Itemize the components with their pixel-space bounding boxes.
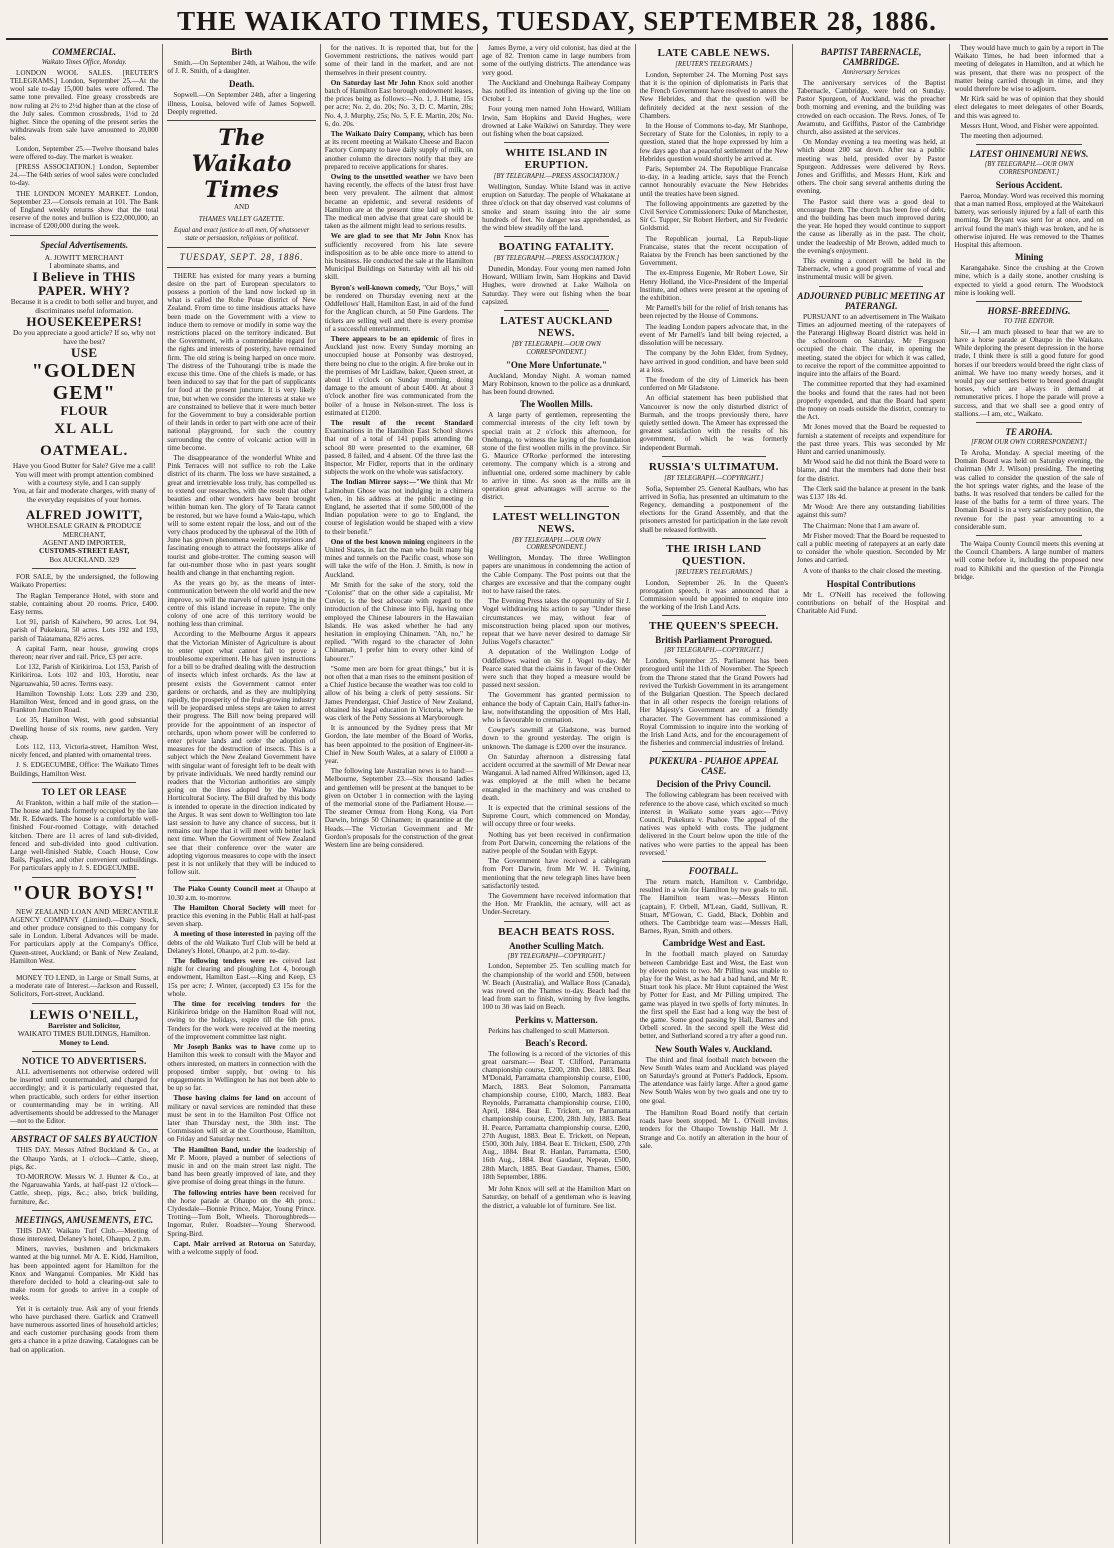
russia-para: Sofia, September 25. General Kaulbars, who has arrived in Sofia, has presented an ultimatum to the Regency, demanding a postponement of the elections for the Grand Assembly, and that the prisoners arrested for participation in the late revolt shall be released forthwith. <box>639 484 790 534</box>
news-para: The following late Australian news is to hand:—Melbourne, September 23.—Six thousand ladies and gentlemen will be present at the banquet to be given on October 1 in connection with the laying of the memorial stone of the Parliament House.—The steamer Ormuz from Hong Kong, via Port Darwin, brings 50 Chinamen; in quarantine at the Heads.—The Victorian Government and Mr Gordon's proposals for the construction of the great Western line are being considered. <box>324 767 475 850</box>
white-island-source: [BY TELEGRAPH.—PRESS ASSOCIATION.] <box>493 173 620 181</box>
paterangi-para: Mr Wood said he did not think the Board were to blame, and that the members had done their best for the district. <box>796 458 948 483</box>
editorial-para: As the years go by, as the means of inter-communication between the old world and the new improve, so will the marvels of nature lying in the centre of this island increase in repute. The only colony of one acre of this territory would be nothing less than criminal. <box>167 579 318 629</box>
news-note: The Indian Mirror says:—"We think that Mr Lalmohun Ghose was not indulging in a chimera when, in his address at the public meeting in England, he asserted that if some 500,000 of the Indian population were to go to England, the course of legislation would be shaped with a view to their benefit." <box>324 478 475 536</box>
oatmeal-line: XL ALL OATMEAL. <box>40 421 129 460</box>
tabernacle-para: On Monday evening a tea meeting was held, at which about 200 sat down. After tea a public meeting was held, presided over by Pastor Spurgeon. Addresses were delivered by Revs. Jones and Griffiths, and Messrs Hunt, Kirk and others. The choir sang several anthems during the evening. <box>796 138 948 196</box>
te-aroha-heading: TE AROHA. <box>1005 427 1053 438</box>
our-boys-heading: "OUR BOYS!" <box>12 881 157 904</box>
death-notice <box>167 79 318 116</box>
divider <box>504 310 608 311</box>
boating-heading: BOATING FATALITY. <box>498 241 614 254</box>
divider <box>504 236 608 237</box>
ohinemuri-para: Paeroa, Monday. Word was received this morning that a man named Ross, employed at the Waitekauri battery, was seriously injured by a fall of earth this morning. Dr Bryant was sent for at once, and on arrival found the man's thigh was broken, and he is otherwise injured. He was removed to the Thames Hospital this afternoon. <box>954 191 1106 250</box>
te-aroha-para: Te Aroha, Monday. A special meeting of the Domain Board was held on Saturday evening, the chairman (Mr J. Wilson) presiding. The meeting was called to consider the question of the sale of the hot springs water rights, and the lease of the baths. It was resolved that tenders be called for the lease of the baths for a term of three years. The Domain Board is in a very satisfactory position, the revenue for the past year amounting to a considerable sum. <box>954 448 1106 531</box>
continued-para: The meeting then adjourned. <box>960 132 1043 141</box>
sale-para: A capital Farm, near house, growing crops thereon; near river and rail. Price, £3 per acre. <box>10 644 161 661</box>
wellington-para: On Saturday afternoon a distressing fatal accident occurred at the sawmill of Mr Dewar near Wanganui. A lad named Alfred Wilkinson, aged 13, was employed at the mill when he became entangled in the machinery and was crushed to death. <box>482 752 633 802</box>
cable-para: The company by the John Elder, from Sydney, have arrived in good condition, and have been sold at a loss. <box>639 349 790 374</box>
column-6 <box>793 44 950 1544</box>
news-note: There appears to be an epidemic of fires in Auckland just now. Every Sunday morning an unoccupied house at Ponsonby was destroyed, there being no clue to the origin. A fire broke out in the premises of Mr Laidlaw, baker, Queen street, at about 11 o'clock on Sunday morning, doing damage to the amount of about £400. At about 3 o'clock another fire was communicated from the boiler of a house in Nelson-street. The loss is estimated at £1200. <box>324 334 475 417</box>
wellington-para: The Government have received information that the Hon. Mr Franklin, the actuary, will act as Under-Secretary. <box>482 892 633 917</box>
golden-gem-line: "GOLDEN GEM" <box>31 360 137 405</box>
horse-breeding-article <box>954 306 1106 418</box>
pukekura-article <box>640 756 788 857</box>
news-note: The Waikato Dairy Company, which has been at its recent meeting at Waikato Cheese and Bacon Factory Company to have daily supply of milk, on another column the directors notify that they are prepared to receive applications for shares. <box>324 130 475 171</box>
horse-breeding-sub: TO THE EDITOR. <box>1003 318 1055 326</box>
news-note: Owing to the unsettled weather we have been having recently, the effects of the latest frost have been very prevalent. The ailment that almost became an epidemic, and several residents of Hamilton are at the present time laid up with it. The medical men advise that great care should be taken as the ailment might lead to serious results. <box>324 173 475 231</box>
wellington-para: Nothing has yet been received in confirmation from Port Darwin, concerning the relations of the native people of the Soudan with Egypt. <box>482 830 633 855</box>
housekeepers-line: HOUSEKEEPERS! <box>26 314 143 330</box>
divider <box>662 538 766 539</box>
road-board-note: The Hamilton Road Board notify that certain roads have been stopped. Mr L. O'Neill invites tenders for the Ohaupo Township Hall. Mr J. Strange and Co. notify an alteration in the hour of sale. <box>639 1108 790 1150</box>
tabernacle-heading: BAPTIST TABERNACLE, CAMBRIDGE. <box>820 47 922 67</box>
column-7 <box>950 44 1107 1544</box>
divider <box>504 142 608 143</box>
believe-line: I Believe in THIS PAPER. WHY? <box>32 269 136 299</box>
column-3 <box>321 44 478 1544</box>
news-note: The Hamilton Choral Society will meet for practice this evening in the Public Hall at half-past seven sharp. <box>167 903 318 929</box>
horse-breeding-heading: HORSE-BREEDING. <box>987 306 1071 317</box>
sale-para: Lot 35, Hamilton West, with good substantial Dwelling house of six rooms, new garden. Very cheap. <box>10 716 161 741</box>
sale-para: FOR SALE, by the undersigned, the following Waikato Properties: <box>10 573 161 590</box>
divider <box>976 535 1081 536</box>
commercial-para: [PRESS ASSOCIATION.] London, September 24.—The 64th series of wool sales were concluded to-day. <box>10 163 161 188</box>
to-let-ad <box>10 786 161 873</box>
death-heading: Death. <box>228 79 255 90</box>
promise-line: You will meet with prompt attention combined with a courtesy style, and I can supply <box>14 469 154 487</box>
news-para: Four young men named John Howard, William Irwin, Sam Hopkins and David Hughes, were drowned at Lake Waikiwi on Saturday. They were out fishing when the boat capsized. <box>482 105 633 139</box>
wellington-para: The Evening Press takes the opportunity of Sir J. Vogel withdrawing his action to say "Under these circumstances we may, without fear of misconstruction being placed upon our motives, repeat that we have never desired to damage Sir Julius Vogel's character." <box>482 597 633 647</box>
wellington-heading: LATEST WELLINGTON NEWS. <box>492 510 621 535</box>
knox-note: Mr John Knox will sell at the Hamilton Mart on Saturday, on behalf of a gentleman who is leaving the district, a valuable lot of furniture. See list. <box>482 1185 633 1210</box>
news-note: One of the best known mining engineers in the United States, in fact the man who built many big mines and tunnels on the Pacific coast, whose son will take the wife of the Hon. J. Smith, is now in Auckland. <box>324 537 475 579</box>
divider <box>10 235 158 236</box>
pukekura-para: The following cablegram has been received with reference to the above case, which excited so much interest in Waikato some years ago:—'Privy Council, Pukekura v. Puahoe. The appeal of the natives was upheld with costs. The judgment delivered in the Court below upon the title of the natives who were parties to the appeal has been reversed.' <box>639 791 790 857</box>
birth-notice <box>167 47 318 76</box>
alfred-jowitt-ad <box>10 508 158 564</box>
irish-source: [REUTER'S TELEGRAMS.] <box>675 568 753 576</box>
paper-subtitle: THAMES VALLEY GAZETTE. <box>198 215 285 224</box>
advertisers-para: ALL advertisements not otherwise ordered will be inserted until countermanded, and charged for accordingly; and it is particularly requested that, when practicable, such orders for either insertion or countermanding may be in writing. All advertisements should be addressed to the Manager—not to the Editor. <box>10 1067 161 1126</box>
hospital-article <box>796 578 948 616</box>
beach-para: London, September 25. Ten sculling match for the championship of the world and £500, between W. Beach (Australia), and Wallace Ross (Canada), was rowed on the Thames to-day. Beach had the lead from start to finish, winning by five lengths. 100 to 30 was laid on Beach. <box>482 962 633 1012</box>
news-note: The following entries have been received for the horse parade at Ohaupo on the 4th prox.: Clydesdale—Bonnie Prince, Major, Young Prince. Trotting—Tom Bolt, Wheels. Thoroughbreds—Ingomar, Ruler. Roadster—Young Sherwood. Spring-Bird. <box>167 1188 318 1238</box>
news-note: The result of the recent Standard Examinations in the Hamilton East School shows that out of a total of 141 pupils attending the school 80 were presented to the examiner, 68 passed, 8 failed, and 4 absent. Of the three last the Inspector, Mr Fidler, reports that in the ordinary subjects the work on the whole was satisfactory. <box>324 418 475 477</box>
paterangi-para: The Clerk said the balance at present in the bank was £137 18s 4d. <box>796 484 948 501</box>
nsw-para: The third and final football match between the New South Wales team and Auckland was played on Saturday's ground at Potter's Paddock, Epsom. The attendance was fairly large. After a good game New South Wales won by two goals and one try to one goal. <box>639 1055 790 1105</box>
irish-heading: THE IRISH LAND QUESTION. <box>666 542 762 567</box>
mining-heading: Mining <box>1015 252 1044 263</box>
money-to-lend-ad: MONEY TO LEND, in Large or Small Sums, at a moderate rate of Interest.—Jackson and Russell, Solicitors, Fort-street, Auckland. <box>10 974 161 999</box>
special-ads <box>10 240 158 565</box>
divider <box>662 456 766 457</box>
perkins-heading: Perkins v. Matterson. <box>515 1014 598 1025</box>
meetings-section <box>10 1214 161 1354</box>
wellington-para: Wellington, Monday. The three Wellington papers are unanimous in condemning the action of the Cable Company. The Post points out that the charges are excessive and that the company ought not to have raised the rates. <box>482 554 633 595</box>
divider <box>976 422 1081 423</box>
wellington-para: Cowper's sawmill at Gladstone, was burned down to the ground yesterday. The origin is unknown. The damage is £200 over the insurance. <box>482 726 633 751</box>
commercial-para: London, September 25.—Twelve thousand bales were offered to-day. The market is weaker. <box>10 144 161 161</box>
commercial-para: THE LONDON MONEY MARKET. London, September 23.—Consols remain at 101. The Bank of England weekly returns show that the total reserve of the notes and bullion is £22,000,000, an increase of £200,000 during the week. <box>10 189 161 231</box>
alfred-box: Box AUCKLAND. 329 <box>49 554 120 564</box>
paterangi-para: The committee reported that they had examined the books and found that the rates had not been properly expended, and that the Board had spent the money on roads outside the district, contrary to the Act. <box>796 380 948 422</box>
divider <box>10 1129 158 1130</box>
auckland-para: Auckland, Monday Night. A woman named Mary Robinson, known to the police as a drunkard, has been found drowned. <box>482 371 633 397</box>
oneill-name: LEWIS O'NEILL, <box>29 1006 139 1022</box>
te-aroha-source: [FROM OUR OWN CORRESPONDENT.] <box>971 439 1087 447</box>
shams-line: I abominate shams, and <box>49 261 120 271</box>
nsw-heading: New South Wales v. Auckland. <box>655 1043 773 1054</box>
columns <box>6 44 1108 1544</box>
tabernacle-para: This evening a concert will be held in the Tabernacle, when a good programme of vocal and instrumental music will be given. <box>796 257 948 282</box>
column-2 <box>163 44 320 1544</box>
woollen-heading: The Woollen Mills. <box>520 399 593 410</box>
queen-article <box>640 620 788 747</box>
wellington-para: The Government has granted permission to enhance the body of Captain Cain, Hall's father-in-law, notwithstanding the opposition of Mrs Hall, who is favourable to cremation. <box>482 691 633 724</box>
horse-breeding-para: Sir,—I am much pleased to hear that we are to have a horse parade at Ohaupo in the Waikato. While deploring the present depression in the horse trade, I think there is still a good future for good horses if our breeders would breed the right class of animal. We have too many weedy horses, and it would pay our settlers better to breed good draught horses, which are always in demand at remunerative prices. I hope the parade will prove a success, and that we shall see a good entry of stallions.—I am, etc., Waikato. <box>954 327 1106 418</box>
ohinemuri-title: Serious Accident. <box>995 179 1063 190</box>
divider <box>32 568 136 569</box>
boating-para: Dunedin, Monday. Four young men named John Howard, William Irwin, Sam Hopkins and David Hughes, were drowned at Lake Waihola on Saturday. They were out fishing when the boat capsized. <box>482 265 633 306</box>
divider <box>167 247 315 248</box>
birth-heading: Birth <box>231 47 252 57</box>
hospital-para: Mr L. O'Neill has received the following contributions on behalf of the Hospital and Charitable Aid Fund. <box>796 590 948 616</box>
west-east-heading: Cambridge West and East. <box>662 938 766 949</box>
queen-para: London, September 25. Parliament has been prorogued until the 11th of November. The Speech from the Throne stated that the Grand Powers had revived the Turkish Government in its arrangement of the Bulgarian Question. The Speech declared that in all other respects the foreign relations of Her Majesty's Government are of a friendly character. The Government has commissioned a Royal Commission to inquire into the working of the Irish Land Acts, and for the encouragement of the fisheries and commercial industries of Ireland. <box>639 657 790 748</box>
butter-line: Have you Good Butter for Sale? Give me a call! <box>12 461 156 471</box>
boating-source: [BY TELEGRAPH.—PRESS ASSOCIATION.] <box>493 255 620 263</box>
tabernacle-para: The Pastor said there was a good deal to encourage them. The church has been free of debt, and the building has been much improved during the year. He hoped they would continue to support the cause as liberally as in the past. The choir, under the leadership of Mr Brown, added much to the evening's enjoyment. <box>796 197 948 255</box>
continued-para: They would have much to gain by a report in The Waikato Times, he had been informed that a meeting of delegates in Hamilton, and at which he was present, that there was no prospect of the matter being carried through in time, and they would therefore be wise to adjourn. <box>954 44 1106 94</box>
paterangi-heading: ADJOURNED PUBLIC MEETING AT PATERANGI. <box>797 290 945 311</box>
paterangi-para: PURSUANT to an advertisement in The Waikato Times an adjourned meeting of the ratepayers of the Paterangi Highway Board district was held in the schoolroom on Saturday. Mr Ferguson occupied the chair. The chair, in opening the meeting, stated the object for which it was called, to receive the report of the committee appointed to inquire into the affairs of the Board. <box>796 312 948 379</box>
jowitt-ad <box>10 254 158 504</box>
paper-title: The Waikato Times <box>191 125 292 204</box>
football-article <box>640 866 788 1105</box>
news-note: The time for receiving tenders for the Kirikiriroa bridge on the Hamilton Road will not, owing to the holidays, expire till the 6th prox. Tenders for the work were received at the meeting of the improvement committee last night. <box>167 1000 318 1041</box>
news-para: The Auckland and Onehunga Railway Company has notified its intention of giving up the line on October 1. <box>482 78 633 104</box>
cable-para: In the House of Commons to-day, Mr Stanhope, Secretary of State for the Colonies, in reply to a question, stated that the hope expressed by him a few days ago that a peaceful settlement of the New Hebrides question would shortly be arrived at. <box>639 122 790 163</box>
divider <box>189 880 293 881</box>
pukekura-title: Decision of the Privy Council. <box>656 779 771 790</box>
divider <box>32 1051 136 1052</box>
commercial-section <box>10 47 161 231</box>
commercial-heading: COMMERCIAL. <box>52 47 117 57</box>
white-island-heading: WHITE ISLAND IN ERUPTION. <box>505 147 608 172</box>
oneill-ad <box>10 1008 158 1047</box>
alfred-street: CUSTOMS-STREET EAST, <box>39 546 130 556</box>
continued-para: Messrs Hunt, Wood, and Fisher were appointed. <box>960 121 1099 130</box>
russia-heading: RUSSIA'S ULTIMATUM. <box>648 460 779 473</box>
death-para: Sopwell.—On September 24th, after a lingering illness, Louisa, beloved wife of James Sopwell. Deeply regretted. <box>167 91 318 116</box>
cable-para: The leading London papers advocate that, in the event of Mr Parnell's land bill being rejected, a dissolution will be necessary. <box>639 322 790 348</box>
cable-para: The ex-Empress Eugenie, Mr Robert Lowe, Sir Henry Holland, the Vice-President of the Imperial Institute, and others were present at the opening of the exhibition. <box>639 269 790 303</box>
sale-para: Lot 91, parish of Kaiwhero, 90 acres. Lot 94, parish of Pukekura, 50 acres. Lots 192 and 193, parish of Taiatamana, 82½ acres. <box>10 618 161 643</box>
irish-article <box>640 543 788 612</box>
continued-para: James Byrne, a very old colonist, has died at the age of 82. Trenton came in large numbers from some of the outlying districts. The attendance was very good. <box>482 44 633 77</box>
tabernacle-subheading: Anniversary Services <box>842 69 900 76</box>
news-note: The Hamilton Band, under the leadership of Mr P. Moore, played a number of selections of music in and on the main street last night. The band has been greatly improved of late, and they give promise of doing great things in the future. <box>167 1145 318 1187</box>
paterangi-para: A vote of thanks to the chair closed the meeting. <box>802 566 942 575</box>
paterangi-para: Mr Wood: Are there any outstanding liabilities against this sum? <box>796 503 948 520</box>
ohinemuri-article <box>954 149 1106 297</box>
ohinemuri-source: [BY TELEGRAPH.—OUR OWN CORRESPONDENT.] <box>984 161 1074 177</box>
news-note: Mr Joseph Banks was to have come up to Hamilton this week to consult with the Mayor and others interested, on matters in connection with the proposed timber supply, but owing to his engagements in Wellington he has not been able to be up so far. <box>167 1043 318 1093</box>
news-note: Capt. Mair arrived at Rotorua on Saturday, with a welcome supply of food. <box>167 1239 318 1256</box>
question-line: Do you appreciate a good article? If so, why not have the best? <box>12 328 156 346</box>
news-note: Byron's well-known comedy, "Our Boys," will be rendered on Thursday evening next at the Oddfellows' Hall, Hamilton East, in aid of the fund for the Anglican church, at 50 Pine Gardens. The tickets are selling well and there is every promise of a successful entertainment. <box>324 283 475 333</box>
woollen-para: A large party of gentlemen, representing the commercial interests of the city left town by special train at 2 o'clock this afternoon, for Onehunga, to witness the laying of the foundation stone of the first woollen mills in the province. Sir G. Maurice O'Rorke performed the interesting ceremony. The company which is a strong and influential one, ordered some machinery by cable to arrive in time. As soon as the mills are in operation great advantages will accrue to the district. <box>482 411 633 502</box>
special-ads-heading: Special Advertisements. <box>40 239 129 250</box>
auckland-article <box>482 315 633 502</box>
cable-para: The following appointments are gazetted by the Civil Service Commissioners: Duke of Manchester, Sir C. Tupper, Sir Robert Herbert, and Sir Frederic Goldsmid. <box>639 199 790 233</box>
jowitt-line: A. JOWITT MERCHANT <box>44 252 124 262</box>
auckland-source: [BY TELEGRAPH.—OUR OWN CORRESPONDENT.] <box>511 341 601 356</box>
cable-para: Mr Parnell's bill for the relief of Irish tenants has been rejected by the House of Commons. <box>639 304 790 321</box>
russia-source: [BY TELEGRAPH.—COPYRIGHT.] <box>664 474 764 482</box>
queen-title: British Parliament Prorogued. <box>655 635 773 646</box>
cable-article <box>640 47 788 452</box>
beach-heading: BEACH BEATS ROSS. <box>498 925 615 938</box>
auckland-title: "One More Unfortunate." <box>505 359 607 370</box>
wellington-article <box>482 510 633 917</box>
alfred-agent: AGENT AND IMPORTER, <box>42 537 126 547</box>
cable-para: London, September 24. The Morning Post says that it is the opinion of diplomatists in Paris that the French Government have resolved to annex the New Hebrides, and that the question will be definitely decided at the next session of the Chambers. <box>639 70 790 120</box>
advertisers-heading: NOTICE TO ADVERTISERS. <box>21 1055 147 1066</box>
meetings-heading: MEETINGS, AMUSEMENTS, ETC. <box>15 1214 154 1225</box>
cable-para: An official statement has been published that Vancouver is now the only disturbed district of Burmah, and the troops previously there, have quietly settled down. The Ameer has expressed the greatest satisfaction with the results of his government, of which he was formerly independent Burmah. <box>639 394 790 452</box>
irish-para: London, September 26. In the Queen's prorogation speech, it was announced that a Commission would be appointed to enquire into the working of the Irish Land Acts. <box>639 578 790 612</box>
tabernacle-article <box>796 47 948 282</box>
continued-para: for the natives. It is reported that, but for the Government restrictions, the natives would part some of their land in the market, and are not themselves in their present country. <box>324 44 475 77</box>
news-note: Those having claims for land on account of military or naval services are reminded that these must be sent in to the Hamilton Post Office not later than Thursday next, the 30th inst. The Commission will sit at the Courthouse, Hamilton, on Friday and Saturday next. <box>167 1094 318 1144</box>
ohinemuri-heading: LATEST OHINEMURI NEWS. <box>969 149 1089 160</box>
divider <box>662 861 766 862</box>
divider <box>32 877 136 878</box>
news-note: The Piako County Council meet at Ohaupo at 10.30 a.m. to-morrow. <box>167 885 318 902</box>
divider <box>32 1210 136 1211</box>
paper-motto: Equal and exact justice to all men, Of whatsoever state or persuasion, religious or political. <box>173 227 310 242</box>
divider <box>32 969 136 970</box>
editorial-para: The disappearance of the wonderful White and Pink Terraces will not suffice to rob the Lake district of its charm. The loss we have sustained, a great and irretrievable loss truly, has compelled us to extend our researches, with the result that other beauties and other wonders have been brought within human ken. The glory of Te Tarata cannot be restored, but we have found a Waio-tapu, which will to some extent repair the loss, and out of the very chaos produced by the upheaval of the 10th of June has grown phenomena weird, mysterious and fascinating enough to attract the footsteps alike of tourist and globe-trotter. The coming season will far out-number those who in past years sought health and change in that enchanting region. <box>167 454 318 577</box>
editorial-dateline: TUESDAY, SEPT. 28, 1886. <box>179 251 304 262</box>
news-para: It is announced by the Sydney press that Mr Gordon, the late member of the Board of Works, has been appointed to the position of Engineer-in-Chief in New South Wales, at a salary of £1000 a year. <box>324 724 475 766</box>
sale-ad <box>10 573 161 778</box>
use-line: USE <box>70 345 98 361</box>
queen-heading: THE QUEEN'S SPEECH. <box>649 620 779 633</box>
record-para: The following is a record of the victories of this great oarsman:— Beat T. Clifford, Parramatta championship course, £200, 28th Dec. 1883. Beat M'Donald, Parramatta championship course, £100, March, 1883. Beat Solomon, Parramatta championship course, £100, March, 1883. Beat Reynolds, Parramatta championship course, £100, April, 1884. Beat E. Trickett, on Parramatta championship course, £200, 28th July, 1883. Beat H. Pearce, Parramatta championship course, £200, 27th August, 1883. Beat E. Trickett, on Nepean, £500, 30th July, 1884. Beat E. Trickett, £500, 27th Aug., 1884. Beat R. Hanlan, Parramatta, £500, 16th Aug., 1884. Beat Gaudaur, Nepean, £500, 28th March, 1885. Beat Gaudaur, Thames, £500, 18th September, 1886. <box>482 1049 633 1181</box>
oneill-title: Barrister and Solicitor, <box>47 1020 121 1030</box>
abstract-section <box>10 1134 161 1206</box>
masthead: THE WAIKATO TIMES, TUESDAY, SEPTEMBER 28, 1886. <box>6 4 1108 40</box>
cable-para: Paris, September 24. The Republique Francaise to-day, in a leading article, says that the French cannot honourably evacuate the New Hebrides until the treaties have been signed. <box>639 165 790 198</box>
commercial-dateline: Waikato Times Office, Monday. <box>41 59 127 66</box>
west-east-para: In the football match played on Saturday between Cambridge East and West, the East won by eleven points to two. Mr Pilling was unable to play for the West, as he had a bad hand, and Mr R. Stuart took his place. Mr Hunt captained the West by Potter for East, and Mr Pilling umpired. The game was played in two spells of forty minutes. In the first spell the East had a long way the best of the game. Some good passing by Hall, Barnes and Orbell scored. In the second spell the West did better, and Sutherland scored a try after a good run. <box>639 950 790 1041</box>
flour-line: FLOUR <box>60 403 108 419</box>
wellington-source: [BY TELEGRAPH.—OUR OWN CORRESPONDENT.] <box>511 536 601 552</box>
wellington-para: The Government have received a cablegram from Port Darwin, from Mr W. H. Twining, mentioning that the new telegraph lines have been satisfactorily tested. <box>482 857 633 890</box>
perkins-para: Perkins has challenged to scull Matterson. <box>488 1026 610 1035</box>
news-note: We are glad to see that Mr John Knox has sufficiently recovered from his late severe indisposition as to be able once more to attend to his business. He conducted the sale at the Hamilton Municipal Buildings on Saturday with all his old skill. <box>324 232 475 282</box>
queen-source: [BY TELEGRAPH.—COPYRIGHT.] <box>664 647 764 655</box>
oneill-money: Money to Lend. <box>59 1037 110 1047</box>
pukekura-heading: PUKEKURA - PUAHOE APPEAL CASE. <box>649 756 779 777</box>
news-note: A meeting of those interested in paying off the debts of the old Waikato Turf Club will be held at Delaney's Hotel, Ohaupo, at 2 p.m. to-day. <box>167 930 318 955</box>
alfred-name: ALFRED JOWITT, <box>25 507 143 523</box>
divider <box>504 921 608 922</box>
news-para: Mr Smith for the sake of the story, told the "Colonist" that on the other side a capitalist, Mr Cuvier, is the best advocate with regard to the introduction of the Chinese into Fiji, having once employed the Chinese labourers in the Hawaiian Islands. He was asked whether he had any hesitation in employing Chinamen. "Ah, no," he replied. "With regard to the character of John Chinaman, I prefer him to every other kind of labourer." <box>324 580 475 663</box>
cable-heading: LATE CABLE NEWS. <box>657 47 770 59</box>
hospital-heading: Hospital Contributions <box>826 578 916 589</box>
news-para: "Some men are born for great things," but it is not often that a man rises to the eminent position of a Chief Justice because the weather was too cold to allow of his being a clerk of petty sessions. Sir James Prendergast, Chief Justice of New Zealand, obtained his legal education in Victoria, where he was clerk of the Petty Sessions at Maryborough. <box>324 664 475 723</box>
because-line: Because it is a credit to both seller and buyer, and discriminates useful information. <box>10 297 158 315</box>
fair-line: You, at fair and moderate charges, with many of the everyday requisites of your homes. <box>13 486 156 504</box>
to-let-heading: TO LET OR LEASE <box>41 786 127 797</box>
column-4 <box>478 44 635 1544</box>
abstract-heading: ABSTRACT OF SALES BY AUCTION <box>11 1134 158 1145</box>
commercial-para: LONDON WOOL SALES. [REUTER'S TELEGRAMS.] London, September 25.—At the wool sale to-day 15,000 bales were offered. The same tone prevailed. Fine greasy crossbreds are now ruling at 2½ to 2½d higher than at the close of the July sales. Common crossbreds, 1½d to 2d higher. Since the opening of the present series the withdrawals from sale have amounted to 20,000 bales. <box>10 68 161 143</box>
divider <box>976 144 1081 145</box>
beach-source: [BY TELEGRAPH—COPYRIGHT.] <box>507 952 606 960</box>
divider <box>504 506 608 507</box>
sale-para: Lot 132, Parish of Kirikiriroa. Lot 153, Parish of Kirikiriroa. Lots 102 and 103, Horotiu, near Ngaruawahia, 50 acres. Terms easy. <box>10 663 161 688</box>
editorial-para: According to the Melbourne Argus it appears that the Victorian Minister of Agriculture is about to enter upon what cannot fail to prove a troublesome experiment. He has given instructions for a bill to be drafted dealing with the destruction of insects which infest orchards. As the law at present exists the Government cannot enter gardens or orchards, and as they are multiplying rapidly, the prosperity of the fruit-growing industry will be jeopardised unless steps are taken to arrest their progress. The Bill now being prepared will provide for the appointment of an inspector of orchards, upon whom power will be conferred to enter private lands and order the adoption of measures for the destruction of insects. This is a subject which the New Zealand Government have with singular want of foresight left to be dealt with by private individuals. We need hardly remind our readers that the Victorian authorities are simply going on the lines adopted by the Waikato Horticultural Society. The Bill drafted by this body is intended to operate in the direction indicated by the Argus. It was sent down to Wellington too late last session to have any chance of success, but it remains our hope that it will meet with better luck next time. When the Government of New Zealand see that their conference over the water are adopting vigorous measures to cope with the insect pest it is not unlikely that they will be induced to follow suit. <box>167 630 318 877</box>
paterangi-article <box>796 290 948 575</box>
paterangi-para: Mr Fisher moved: That the Board be requested to call a public meeting of ratepayers at an early date to consider the whole question. Seconded by Mr Jones and carried. <box>796 531 948 565</box>
wellington-para: A deputation of the Wellington Lodge of Oddfellows waited on Sir J. Vogel to-day. Mr Pearce stated that the claims in favour of the Order were such that they hoped a measure would be passed next session. <box>482 648 633 690</box>
record-heading: Beach's Record. <box>525 1037 588 1048</box>
cable-para: The Republican journal, La Repub-lique Francaise, states that the recent occupation of Raiatea by the French has been sanctioned by the Government. <box>639 234 790 268</box>
divider <box>976 301 1081 302</box>
divider <box>32 1003 136 1004</box>
continued-para: Mr Kirk said he was of opinion that they should elect delegates to meet delegates of other Boards, and this was agreed to. <box>954 95 1106 120</box>
sale-para: The Raglan Temperance Hotel, with store and stable, containing about 20 rooms. Price, £400. Easy terms. <box>10 591 161 616</box>
white-island-article <box>482 147 633 233</box>
beach-title: Another Sculling Match. <box>509 940 604 951</box>
to-let-para: At Frankton, within a half mile of the station—The house and lands formerly occupied by the late Mr. R. Edwards. The house is a comfortable well-finished Four-roomed Cottage, with detached kitchen. There are 11 acres of land sub-divided, fenced and sub-divided into good cultivation. Large well-finished Stable, Coach House, Cow Bails, Pigsties, and other convenient outbuildings. For particulars apply to J. S. EDGECUMBE. <box>10 798 161 873</box>
meetings-para: Miners, navvies, bushmen and brickmakers wanted at the big tunnel. Mr A. E. Kidd, Hamilton, has been appointed agent for Hamilton for the Knox and Wanganui Companies. Mr Kidd has therefore decided to hold a clearing-out sale to make room for goods to arrive in a couple of weeks. <box>10 1245 161 1303</box>
cable-para: The freedom of the city of Limerick has been conferred on Mr Gladstone. <box>639 375 790 393</box>
oneill-address: WAIKATO TIMES BUILDINGS, Hamilton. <box>17 1029 151 1039</box>
birth-para: Smith.—On September 24th, at Waihou, the wife of J. R. Smith, of a daughter. <box>167 59 318 76</box>
abstract-para: TO-MORROW. Messrs W. J. Hunter & Co., at the Ngaruawahia Yards, at half-past 12 o'clock—Cattle, sheep, pigs, &c.; also, brick building, furniture, &c. <box>10 1172 161 1206</box>
editorial-para: THERE has existed for many years a burning desire on the part of European speculators to possess a portion of the land now locked up in what is called the Rohe Potae district of New Zealand. From time to time insidious attacks have been made on the Government with a view to induce them to remove or modify in some way the restrictions placed on the territory indicated. But the Government, with a commendable regard for the rights and interests of posterity, have remained firm. The old string is being harped on once more. The distress of the Tuhourangi tribe is made the excuse this time. One of the chiefs is made, or has been induced to say that for the part of supplicants for food at the present juncture. It is very likely true, but when we consider the interests at stake we are constrained to believe that it were much better for the Government to buy a considerable portion of their lands in order to part with one acre of their national playground, for such the country surrounding the centre of volcanic action will in time become. <box>167 271 318 452</box>
te-aroha-article <box>954 427 1106 531</box>
divider <box>167 267 315 268</box>
divider <box>32 782 136 783</box>
paterangi-para: Mr Jones moved that the Board be requested to furnish a statement of receipts and expenditure for the past three years. This was seconded by Mr Hunt and carried unanimously. <box>796 423 948 456</box>
football-para: The return match, Hamilton v. Cambridge, resulted in a win for Hamilton by two goals to nil. The Hamilton team was:—Messrs Hinton (captain), F. Orbell, M'Lean, Gadd, Sullivan, R. Stuart, M'Gowan, C. Gadd, Black, Dobbin and others. The Cambridge team was:—Messrs Hall, Barnes, Ryan, Smith and others. <box>639 878 790 936</box>
our-boys-ad <box>10 881 161 965</box>
alfred-trade: WHOLESALE GRAIN & PRODUCE MERCHANT, <box>27 521 142 539</box>
wellington-para: It is expected that the criminal sessions of the Supreme Court, which commenced on Monday, will occupy three or four weeks. <box>482 803 633 829</box>
boating-article <box>482 241 633 306</box>
meetings-para: Yet it is certainly true. Ask any of your friends who have purchased there. Garlick and Cranwell have numerous assorted lines of household articles; and each customer purchasing goods from them gets a chance in a prize drawing. Catalogues can be had on application. <box>10 1304 161 1354</box>
paper-and: AND <box>234 203 250 212</box>
column-1 <box>6 44 163 1544</box>
sale-para: Lots 112, 113, Victoria-street, Hamilton West, nicely fenced, and planted with ornamental trees. <box>10 743 161 760</box>
auckland-heading: LATEST AUCKLAND NEWS. <box>500 315 613 340</box>
sale-para: Hamilton Township Lots: Lots 239 and 230, Hamilton West, fenced and in good grass, on the Frankton Junction Road. <box>10 689 161 715</box>
mining-para: Karangahake. Since the crushing at the Crown mine, which is a daily stone, another crushing is expected to yield a good return. The Woodstock mine is looking well. <box>954 264 1106 297</box>
white-island-para: Wellington, Sunday. White Island was in active eruption on Saturday. The people of Whakatane at three o'clock on that day observed vast columns of smoke and steam issuing into the air some hundreds of feet. No danger was apprehended, as the wind blew steadily off the land. <box>482 183 633 233</box>
beach-article <box>482 925 633 1181</box>
meetings-para: THIS DAY. Waikato Turf Club.—Meeting of those interested, Delaney's hotel, Ohaupo, 2 p.m. <box>10 1226 161 1243</box>
our-boys-para: NEW ZEALAND LOAN AND MERCANTILE AGENCY COMPANY (Limited).—Dairy Stock, and other produce consigned to this company for sale in London. Liberal Advances will be made. For particulars apply at the Company's Office, Queen-street, Auckland; or Bank of New Zealand, Hamilton West. <box>10 907 161 965</box>
russia-article <box>640 461 788 534</box>
abstract-para: THIS DAY. Messrs Alfred Buckland & Co., at the Ohaupo Yards, at 1 o'clock—Cattle, sheep, pigs, &c. <box>10 1146 161 1171</box>
paterangi-para: The Chairman: None that I am aware of. <box>802 521 920 530</box>
news-note: On Saturday last Mr John Knox sold another batch of Hamilton East borough endowment leases, the prices being as follows:—No. 1, J. Hume, 15s per acre; No. 2, do. 20s; No. 3, D. C. Martin, 20s; No. 4, J. Murphy, 25s; No. 5, F. E. Martin, 20s; No. 6, do. 20s. <box>324 78 475 128</box>
divider <box>167 120 315 121</box>
divider <box>819 286 923 287</box>
football-heading: FOOTBALL. <box>688 866 739 877</box>
column-5 <box>636 44 793 1544</box>
advertisers-notice <box>10 1055 161 1126</box>
divider <box>662 615 766 616</box>
divider <box>662 751 766 752</box>
council-note: The Waipa County Council meets this evening at the Council Chambers. A large number of matters will come before it, including the proposed new road to Kihikihi and the question of the Pirongia bridge. <box>954 539 1106 581</box>
sale-para: J. S. EDGECUMBE, Office: The Waikato Times Buildings, Hamilton West. <box>10 761 161 778</box>
news-note: The following tenders were re- ceived last night for clearing and ploughing Lot 4, borough endowment, Hamilton East.—King and Keep, £3 15s per acre; J. Winter, (accepted) £3 15s for the whole. <box>167 957 318 998</box>
tabernacle-para: The anniversary services of the Baptist Tabernacle, Cambridge, were held on Sunday. Pastor Spurgeon, of Auckland, was the preacher both morning and evening, and the building was crowded on each occasion. The Revs. Jones, of Te Awamutu, and Griffiths, Pastor of the Cambridge church, also assisted at the services. <box>796 78 948 137</box>
cable-source: [REUTER'S TELEGRAMS.] <box>675 61 753 68</box>
